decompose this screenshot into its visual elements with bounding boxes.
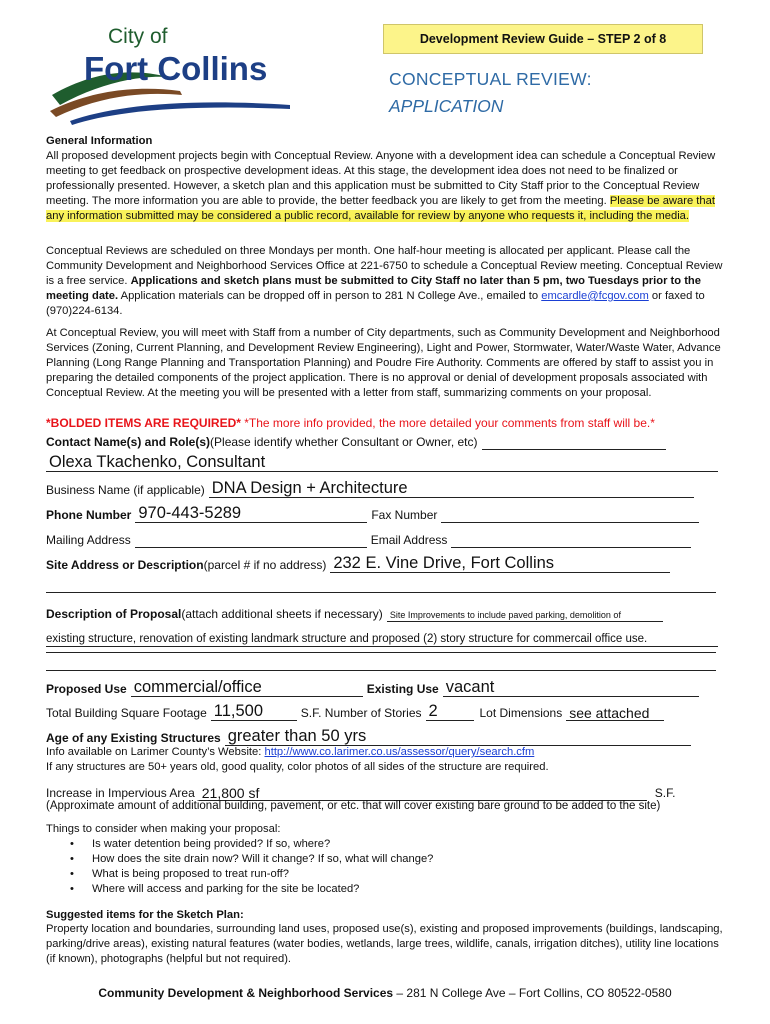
info-prefix: Info available on Larimer County’s Website: (46, 746, 265, 758)
email-label: Email Address (370, 533, 448, 547)
required-note: *The more info provided, the more detailed your comments from staff will be.* (240, 416, 655, 430)
impervious-value: 21,800 sf (201, 785, 260, 801)
assessor-info (46, 745, 730, 760)
footer-department: Community Development & Neighborhood Services (98, 986, 394, 1000)
description-row (46, 602, 718, 622)
site-extra-line[interactable] (46, 592, 716, 593)
step-banner: Development Review Guide – STEP 2 of 8 (383, 24, 703, 54)
list-item: • What is being proposed to treat run-off? (46, 867, 730, 882)
business-row (46, 478, 718, 498)
phone-field[interactable] (135, 504, 367, 523)
photos-note: If any structures are 50+ years old, good quality, color photos of all sides of the structure are required. (46, 761, 549, 773)
use-row (46, 677, 718, 697)
impervious-unit: S.F. (654, 786, 676, 800)
site-value: 232 E. Vine Drive, Fort Collins (333, 554, 555, 572)
general-paragraph-1 (46, 149, 730, 224)
logo-graphic (50, 25, 300, 125)
building-row (46, 701, 718, 721)
business-field[interactable] (209, 479, 694, 498)
contact-field-line1[interactable] (482, 434, 666, 450)
contact-label: Contact Name(s) and Role(s) (46, 435, 211, 449)
footer-address: – 281 N College Ave – Fort Collins, CO 80522-0580 (393, 986, 672, 1000)
list-item: • Where will access and parking for the site be located? (46, 882, 730, 897)
site-label: Site Address or Description (46, 558, 204, 572)
city-logo (50, 25, 300, 125)
mailing-email-row (46, 528, 718, 548)
age-row (46, 726, 718, 746)
email-link[interactable]: emcardle@fcgov.com (541, 290, 649, 302)
sqft-field[interactable] (211, 702, 297, 721)
business-label: Business Name (if applicable) (46, 483, 205, 497)
description-hint: (attach additional sheets if necessary) (181, 607, 383, 621)
required-notice (46, 416, 730, 431)
contact-row (46, 430, 718, 450)
description-line-3[interactable] (46, 652, 716, 653)
stories-field[interactable] (426, 702, 474, 721)
phone-value: 970-443-5289 (138, 504, 242, 522)
logo-city-of: City of (108, 25, 168, 48)
mailing-field[interactable] (135, 532, 367, 548)
general-paragraph-2 (46, 244, 730, 319)
description-label: Description of Proposal (46, 607, 182, 621)
contact-value-row (46, 452, 718, 472)
site-row (46, 553, 718, 573)
proposed-use-label: Proposed Use (46, 682, 127, 696)
site-hint: (parcel # if no address) (203, 558, 327, 572)
impervious-row (46, 781, 718, 801)
phone-label: Phone Number (46, 508, 132, 522)
page-subtitle: APPLICATION (389, 96, 504, 116)
fax-field[interactable] (441, 507, 699, 523)
considerations-list (46, 837, 730, 897)
considerations-heading: Things to consider when making your proposal: (46, 823, 281, 835)
proposed-use-value: commercial/office (133, 678, 262, 696)
stories-value: 2 (428, 702, 438, 720)
business-value: DNA Design + Architecture (211, 479, 408, 497)
age-label: Age of any Existing Structures (46, 731, 221, 745)
sqft-label: Total Building Square Footage (46, 706, 207, 720)
age-value: greater than 50 yrs (227, 727, 367, 745)
contact-hint: (Please identify whether Consultant or Owner, etc) (210, 435, 478, 449)
age-field[interactable] (225, 727, 691, 746)
general-p2-c: or faxed to (970)224-6134. (46, 290, 705, 317)
description-field[interactable] (387, 606, 663, 622)
public-record-notice: Please be aware that any information submitted may be considered a public record, available for review by anyone who requests it, including the media. (46, 195, 715, 222)
description-value-1: Site Improvements to include paved parking, demolition of (389, 610, 621, 620)
sketch-heading: Suggested items for the Sketch Plan: (46, 909, 244, 921)
description-row-2 (46, 627, 718, 647)
general-p1-text: All proposed development projects begin with Conceptual Review. Anyone with a development idea can schedule a Conceptual Review meeting to get feedback on prospective development ideas. At this stage, the development idea does not need to be finalized or professionally presented. However, a sketch plan and this application must be submitted to City Staff prior to the Conceptual Review meeting. The more information you are able to provide, the better feedback you are likely to get from the meeting. (46, 150, 716, 207)
site-field[interactable] (330, 554, 670, 573)
existing-use-label: Existing Use (366, 682, 439, 696)
logo-fort-collins: Fort Collins (84, 50, 268, 87)
lot-label: Lot Dimensions (479, 706, 563, 720)
contact-value: Olexa Tkachenko, Consultant (49, 453, 266, 471)
list-item: • How does the site drain now? Will it change? If so, what will change? (46, 852, 730, 867)
existing-use-value: vacant (445, 678, 495, 696)
assessor-link[interactable]: http://www.co.larimer.co.us/assessor/query/search.cfm (264, 746, 535, 758)
general-paragraph-3: At Conceptual Review, you will meet with Staff from a number of City departments, such as Community Development and Neighborhood Services (Zoning, Current Planning, and Development Review Engineering), Light and Power, Stormwater, Water/Waste Water, Advance Planning (Long Range Planning and Transportation Planning) and Poudre Fire Authority. Comments are offered by staff to assist you in preparing the detailed components of the project application. There is no approval or denial of development proposals associated with Conceptual Review. At the meeting you will be presented with a letter from staff, summarizing comments on your proposal. (46, 327, 721, 399)
general-p2-a: Conceptual Reviews are scheduled on three Mondays per month. One half-hour meeting is allocated per applicant. Please call the Community Development and Neighborhood Services Office at 221-6750 to schedule a Conceptual Review meeting. Conceptual Review is a free service. (46, 245, 723, 287)
impervious-label: Increase in Impervious Area (46, 786, 195, 800)
contact-field[interactable] (46, 453, 718, 472)
description-line-4[interactable] (46, 670, 716, 671)
description-value-2: existing structure, renovation of existing landmark structure and proposed (2) story structure for commercail office use. (46, 633, 648, 645)
existing-use-field[interactable] (443, 678, 699, 697)
fax-label: Fax Number (371, 508, 438, 522)
list-item: • Is water detention being provided? If so, where? (46, 837, 730, 852)
sketch-text: Property location and boundaries, surrounding land uses, proposed use(s), existing and proposed improvements (buildings, landscaping, parking/drive areas), existing natural features (water bodies, wetlands, large trees, wildlife, canals, irrigation ditches), utility line locations (if known), photographs (helpful but not required). (46, 923, 723, 965)
proposed-use-field[interactable] (131, 678, 363, 697)
page-title: CONCEPTUAL REVIEW: (389, 69, 592, 89)
stories-label: S.F. Number of Stories (300, 706, 422, 720)
general-heading: General Information (46, 135, 153, 147)
email-field[interactable] (451, 532, 691, 548)
phone-fax-row (46, 503, 718, 523)
lot-value: see attached (569, 705, 650, 721)
deadline-notice: Applications and sketch plans must be submitted to City Staff no later than 5 pm, two Tuesdays prior to the meeting date. (46, 275, 701, 302)
sqft-value: 11,500 (213, 702, 264, 720)
description-field-2[interactable] (46, 631, 718, 647)
general-p2-b: Application materials can be dropped off in person to 281 N College Ave., emailed to (118, 290, 542, 302)
page-footer (0, 986, 770, 1001)
impervious-note: (Approximate amount of additional building, pavement, or etc. that will cover existing bare ground to be added to the site) (46, 800, 661, 812)
lot-field[interactable] (566, 705, 664, 721)
mailing-label: Mailing Address (46, 533, 131, 547)
required-bold: *BOLDED ITEMS ARE REQUIRED* (46, 416, 241, 430)
